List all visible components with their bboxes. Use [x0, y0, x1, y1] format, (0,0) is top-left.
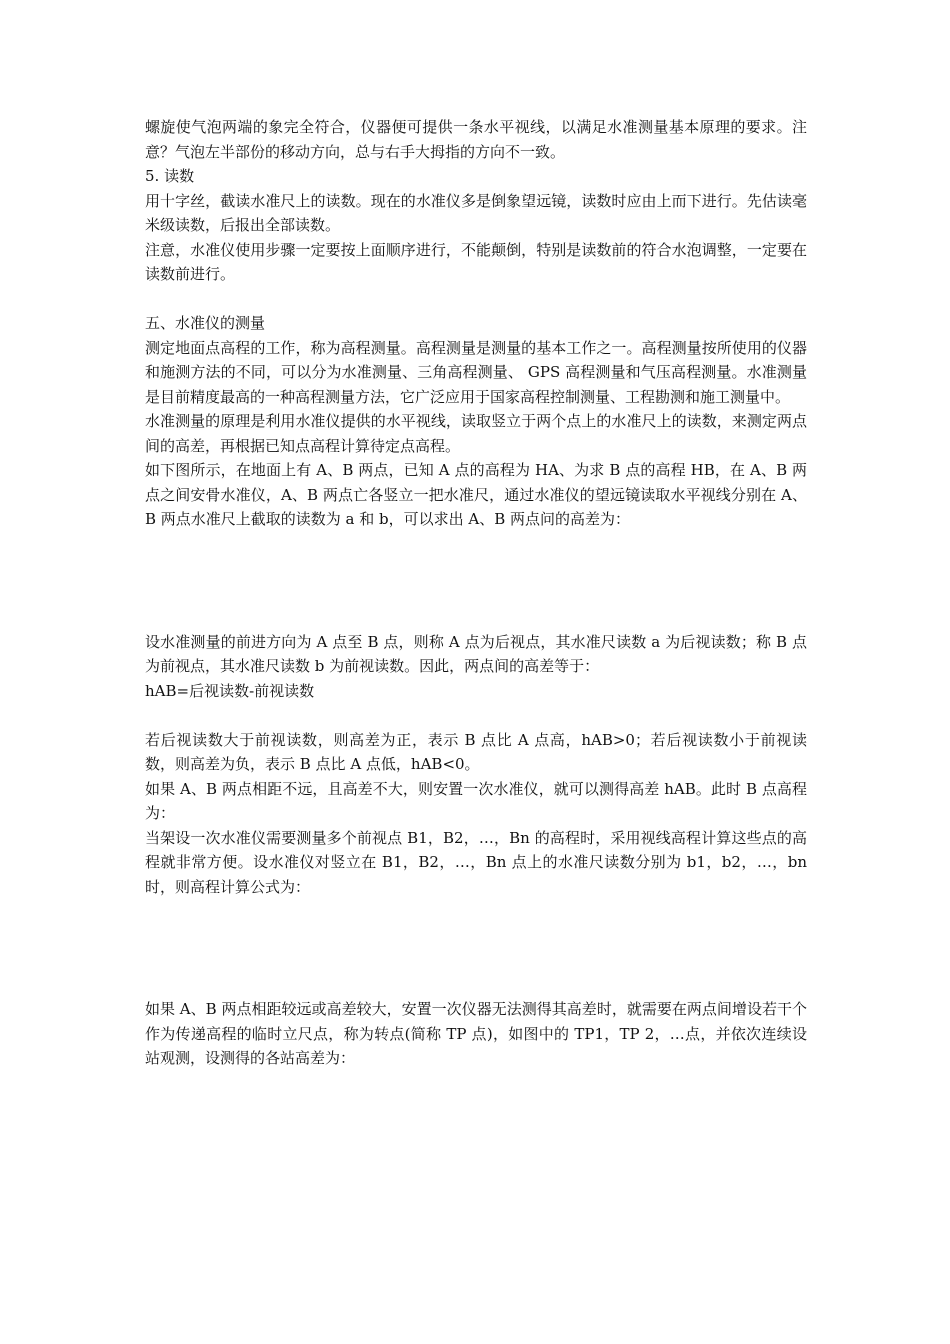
section-title: 五、水准仪的测量 [145, 314, 266, 332]
formula-height-difference: hAB=后视读数-前视读数 [145, 681, 315, 700]
paragraph-ab-example: 如下图所示，在地面上有 A、B 两点，已知 A 点的高程为 HA、为求 B 点的高程 HB，在 A、B 两点之间安骨水准仪，A、B 两点亡各竖立一把水准尺，通过水准仪的望远镜读取水平视线分别在 A、B 两点水准尺上截取的读数为 a 和 b，可以求出 A、B 两点问的高差为： [145, 461, 807, 528]
paragraph-elevation-survey: 测定地面点高程的工作，称为高程测量。高程测量是测量的基本工作之一。高程测量按所使用的仪器和施测方法的不同，可以分为水准测量、三角高程测量、 GPS 高程测量和气压高程测量。水准测量是目前精度最高的一种高程测量方法，它广泛应用于国家高程控制测量、工程勘测和施工测量中。 [145, 338, 807, 406]
heading-reading: 5. 读数 [145, 167, 195, 185]
paragraph-multiple-foresights: 当架设一次水准仪需要测量多个前视点 B1，B2，…，Bn 的高程时，采用视线高程计算这些点的高程就非常方便。设水准仪对竖立在 B1，B2，…，Bn 点上的水准尺读数分别为 b1，b2，…，bn 时，则高程计算公式为： [145, 828, 807, 896]
paragraph-backsight-foresight: 设水准测量的前进方向为 A 点至 B 点，则称 A 点为后视点，其水准尺读数 a 为后视读数；称 B 点为前视点，其水准尺读数 b 为前视读数。因此，两点间的高差等于： [145, 632, 807, 675]
paragraph-bubble-alignment: 螺旋使气泡两端的象完全符合，仪器便可提供一条水平视线，以满足水准测量基本原理的要求。注意？气泡左半部份的移动方向，总与右手大拇指的方向不一致。 [145, 118, 807, 161]
blank-line [145, 287, 807, 312]
paragraph-turning-points: 如果 A、B 两点相距较远或高差较大，安置一次仪器无法测得其高差时，就需要在两点间增设若干个作为传递高程的临时立尺点，称为转点(简称 TP 点)，如图中的 TP1，TP 2，…点，并依次连续设站观测，设测得的各站高差为： [145, 1000, 807, 1067]
document-page [145, 115, 807, 1071]
paragraph-leveling-principle: 水准测量的原理是利用水准仪提供的水平视线，读取竖立于两个点上的水准尺上的读数，来测定两点间的高差，再根据已知点高程计算待定点高程。 [145, 412, 807, 455]
paragraph-procedure-note: 注意，水准仪使用步骤一定要按上面顺序进行，不能颠倒，特别是读数前的符合水泡调整，一定要在读数前进行。 [145, 240, 807, 283]
formula-placeholder [145, 899, 807, 997]
paragraph-single-setup: 如果 A、B 两点相距不远，且高差不大，则安置一次水准仪，就可以测得高差 hAB。此时 B 点高程为： [145, 779, 807, 822]
blank-line [145, 703, 807, 728]
figure-placeholder [145, 532, 807, 630]
paragraph-crosshair-reading: 用十字丝，截读水准尺上的读数。现在的水准仪多是倒象望远镜，读数时应由上而下进行。先估读毫米级读数，后报出全部读数。 [145, 191, 807, 234]
paragraph-sign-of-difference: 若后视读数大于前视读数，则高差为正，表示 B 点比 A 点高，hAB>0；若后视读数小于前视读数，则高差为负，表示 B 点比 A 点低，hAB<0。 [145, 730, 807, 773]
